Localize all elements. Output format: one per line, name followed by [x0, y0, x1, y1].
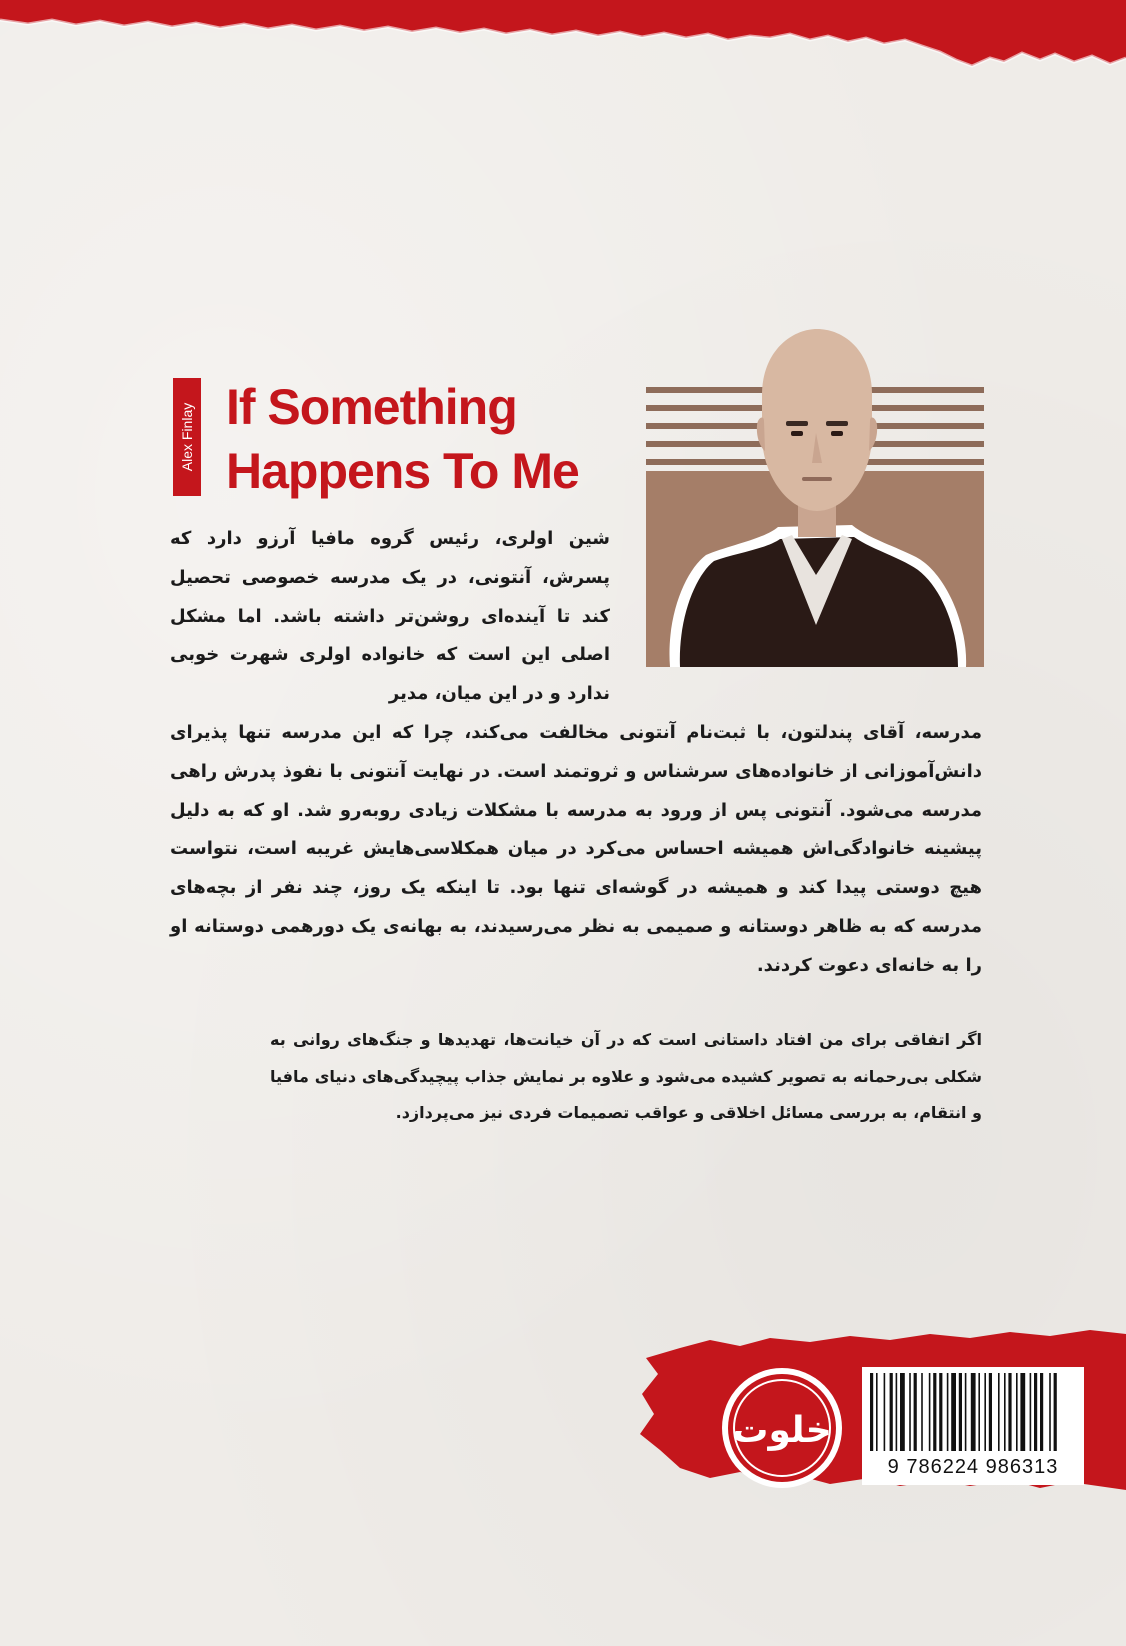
- barcode-bar: [939, 1373, 942, 1451]
- isbn-barcode: [862, 1367, 1084, 1485]
- barcode-bar: [1049, 1373, 1051, 1451]
- barcode-bar: [929, 1373, 931, 1451]
- barcode-bar: [900, 1373, 905, 1451]
- barcode-bar: [876, 1373, 878, 1451]
- isbn-number: 9 786224 986313: [887, 1456, 1059, 1478]
- barcode-bar: [959, 1373, 962, 1451]
- top-torn-red-band: [0, 0, 1126, 90]
- barcode-bar: [1030, 1373, 1032, 1451]
- publisher-logo: [718, 1364, 846, 1492]
- barcode-bar: [1008, 1373, 1011, 1451]
- barcode-bar: [933, 1373, 936, 1451]
- author-name-tag: [173, 378, 201, 496]
- barcode-bar: [890, 1373, 893, 1451]
- barcode-bar: [951, 1373, 956, 1451]
- synopsis-paragraph-1-bottom: [170, 714, 982, 986]
- synopsis-paragraph-1-top: [170, 520, 610, 714]
- barcode-bar: [921, 1373, 923, 1451]
- barcode-bar: [978, 1373, 980, 1451]
- barcode-bar: [1020, 1373, 1025, 1451]
- book-title-line-2: Happens To Me: [226, 443, 579, 499]
- barcode-bar: [984, 1373, 986, 1451]
- barcode-bar: [1034, 1373, 1037, 1451]
- barcode-bar: [1016, 1373, 1018, 1451]
- author-photo: [646, 325, 984, 667]
- barcode-bar: [914, 1373, 917, 1451]
- synopsis-text-1-top: شین اولری، رئیس گروه مافیا آرزو دارد که پسرش، آنتونی، در یک مدرسه خصوصی تحصیل کند تا آینده‌ای روشن‌تر داشته باشد. اما مشکل اصلی این است که خانواده اولری شهرت خوبی ندارد و در این میان، مدیر: [170, 528, 610, 705]
- synopsis-text-1-bottom: مدرسه، آقای پندلتون، با ثبت‌نام آنتونی مخالفت می‌کند، چرا که این مدرسه تنها پذیرای دانش‌آموزانی از خانواده‌های سرشناس و ثروتمند است. در نهایت آنتونی با نفوذ پدرش راهی مدرسه می‌شود. آنتونی پس از ورود به مدرسه با مشکلات زیادی روبه‌رو شد. او که به دلیل پیشینه خانوادگی‌اش همیشه احساس می‌کرد در میان همکلاسی‌هایش غریبه است، نتواست هیچ دوستی پیدا کند و همیشه در گوشه‌ای تنها بود. تا اینکه یک روز، چند نفر از بچه‌های مدرسه که به ظاهر دوستانه و صمیمی به نظر می‌رسیدند، به بهانه‌ی یک دورهمی دوستانه او را به خانه‌ای دعوت کردند.: [170, 722, 982, 976]
- barcode-bar: [989, 1373, 992, 1451]
- barcode-bar: [884, 1373, 886, 1451]
- barcode-bar: [896, 1373, 898, 1451]
- barcode-bar: [947, 1373, 949, 1451]
- barcode-bar: [1004, 1373, 1006, 1451]
- barcode-bar: [909, 1373, 911, 1451]
- barcode-bar: [965, 1373, 967, 1451]
- publisher-logo-text: خلوت: [732, 1410, 832, 1451]
- barcode-bar: [870, 1373, 873, 1451]
- barcode-bar: [971, 1373, 976, 1451]
- barcode-bar: [998, 1373, 1000, 1451]
- barcode-bar: [1054, 1373, 1057, 1451]
- synopsis-paragraph-2: [270, 1022, 982, 1132]
- author-name: Alex Finlay: [179, 402, 195, 472]
- barcode-bar: [1040, 1373, 1043, 1451]
- book-title-line-1: If Something: [226, 379, 517, 435]
- synopsis-text-2: اگر اتفاقی برای من افتاد داستانی است که در آن خیانت‌ها، تهدیدها و جنگ‌های روانی به شکلی بی‌رحمانه به تصویر کشیده می‌شود و علاوه بر نمایش جذاب پیچیدگی‌های دنیای مافیا و انتقام، به بررسی مسائل اخلاقی و عواقب تصمیمات فردی نیز می‌پردازد.: [270, 1030, 982, 1122]
